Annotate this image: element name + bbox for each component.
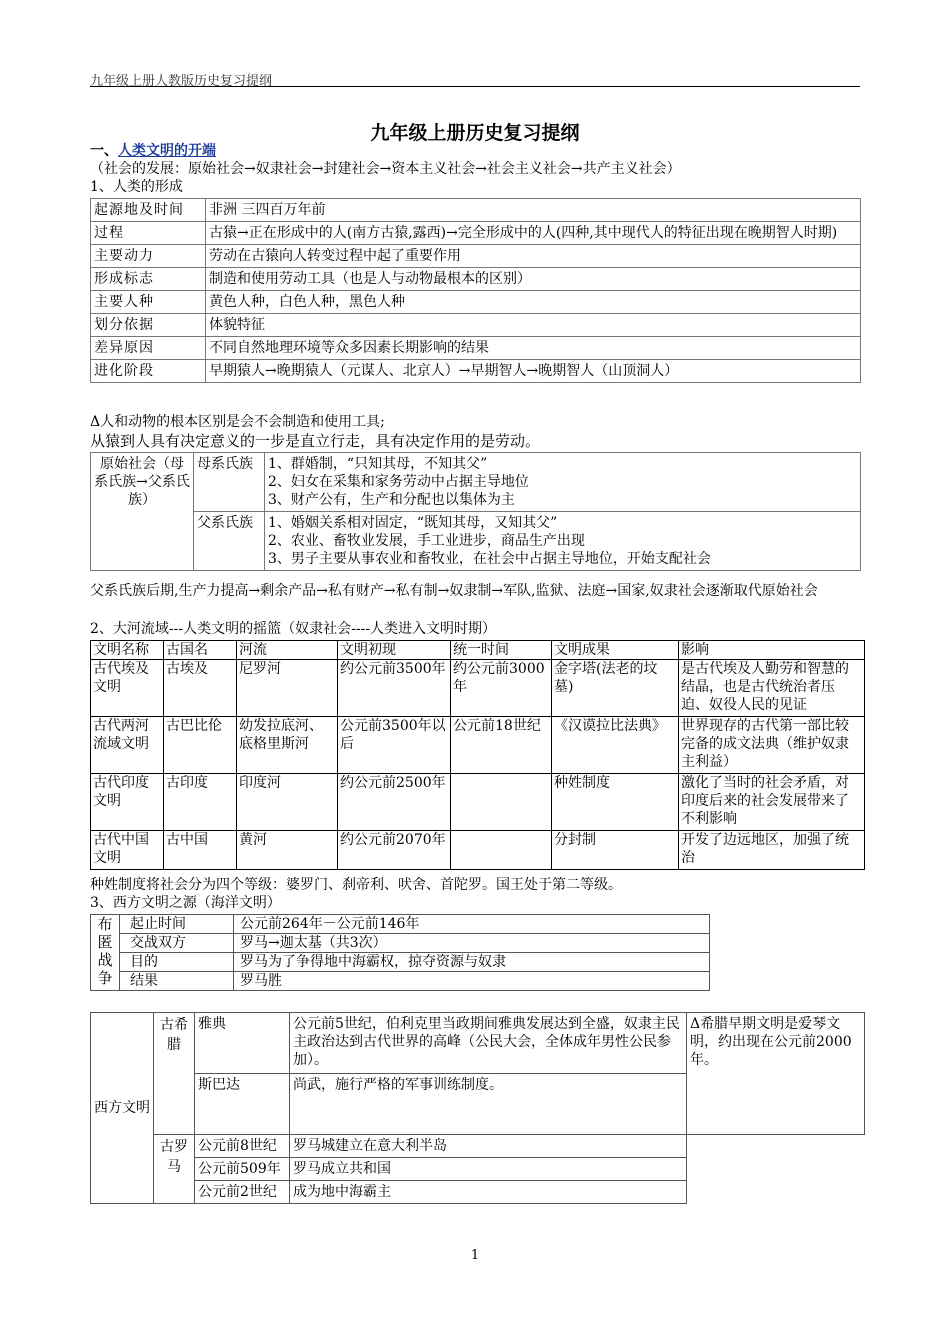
table-cell: 金字塔(法老的坟墓) bbox=[552, 660, 679, 717]
table-row bbox=[91, 953, 710, 972]
row-value: 早期猿人→晚期猿人（元谋人、北京人）→早期智人→晚期智人（山顶洞人） bbox=[206, 360, 861, 383]
row-value: 古猿→正在形成中的人(南方古猿,露西)→完全形成中的人(四种,其中现代人的特征出现在晚期智人时期) bbox=[206, 222, 861, 245]
row-key: 起源地及时间 bbox=[91, 199, 206, 222]
athens-label: 雅典 bbox=[195, 1013, 290, 1074]
list-item: 2、农业、畜牧业发展，手工业进步，商品生产出现 bbox=[268, 533, 585, 549]
row-value: 黄色人种，白色人种，黑色人种 bbox=[206, 291, 861, 314]
table-cell: 是古代埃及人勤劳和智慧的结晶，也是古代统治者压迫、奴役人民的见证 bbox=[679, 660, 865, 717]
table-cell: 约公元前2500年 bbox=[338, 774, 451, 831]
river-civilization-table bbox=[90, 640, 865, 870]
war-label: 布匿战争 bbox=[91, 915, 120, 991]
section-number: 一、 bbox=[90, 143, 118, 159]
table-row bbox=[91, 915, 710, 934]
row-value: 劳动在古猿向人转变过程中起了重要作用 bbox=[206, 245, 861, 268]
sparta-text: 尚武，施行严格的军事训练制度。 bbox=[290, 1074, 687, 1135]
list-item: 3、男子主要从事农业和畜牧业，在社会中占据主导地位，开始支配社会 bbox=[268, 551, 711, 567]
table-header-row bbox=[91, 641, 865, 660]
punic-war-table bbox=[90, 914, 710, 991]
table-cell: 印度河 bbox=[237, 774, 338, 831]
row-key: 起止时间 bbox=[120, 915, 234, 934]
table-row bbox=[91, 268, 861, 291]
table-cell: 约公元前2070年 bbox=[338, 831, 451, 870]
table-cell: 种姓制度 bbox=[552, 774, 679, 831]
section-heading bbox=[90, 142, 216, 160]
table-cell: 《汉谟拉比法典》 bbox=[552, 717, 679, 774]
column-header: 统一时间 bbox=[451, 641, 552, 660]
row-key: 过程 bbox=[91, 222, 206, 245]
note-3: 父系氏族后期,生产力提高→剩余产品→私有财产→私有制→奴隶制→军队,监狱、法庭→国家,奴隶社会逐渐取代原始社会 bbox=[90, 583, 818, 599]
row-key: 主要人种 bbox=[91, 291, 206, 314]
page-header: 九年级上册人教版历史复习提纲 bbox=[90, 74, 273, 89]
sparta-label: 斯巴达 bbox=[195, 1074, 290, 1135]
clan-features bbox=[265, 512, 861, 571]
column-header: 河流 bbox=[237, 641, 338, 660]
row-value: 公元前264年－公元前146年 bbox=[234, 915, 710, 934]
primitive-society-table bbox=[90, 452, 861, 571]
table-cell: 公元前3500年以后 bbox=[338, 717, 451, 774]
row-value: 不同自然地理环境等众多因素长期影响的结果 bbox=[206, 337, 861, 360]
table-row bbox=[91, 222, 861, 245]
table-cell: 约公元前3000年 bbox=[451, 660, 552, 717]
row-value: 非洲 三四百万年前 bbox=[206, 199, 861, 222]
list-item: 1、群婚制，“只知其母，不知其父” bbox=[268, 456, 488, 472]
row-value: 制造和使用劳动工具（也是人与动物最根本的区别） bbox=[206, 268, 861, 291]
table-cell: 古代埃及文明 bbox=[91, 660, 164, 717]
table-row bbox=[91, 934, 710, 953]
row-value: 罗马胜 bbox=[234, 972, 710, 991]
empty-cell bbox=[687, 1135, 865, 1204]
society-label: 原始社会（母系氏族→父系氏族） bbox=[91, 453, 194, 571]
row-key: 目的 bbox=[120, 953, 234, 972]
table-row bbox=[91, 199, 861, 222]
subheading-2: 2、大河流域---人类文明的摇篮（奴隶社会----人类进入文明时期） bbox=[90, 621, 497, 637]
subheading-1: 1、人类的形成 bbox=[90, 179, 183, 195]
row-value: 罗马→迦太基（共3次） bbox=[234, 934, 710, 953]
table-cell: 开发了边远地区，加强了统治 bbox=[679, 831, 865, 870]
note-2: 从猿到人具有决定意义的一步是直立行走，具有决定作用的是劳动。 bbox=[90, 432, 541, 450]
table-cell: 激化了当时的社会矛盾，对印度后来的社会发展带来了不利影响 bbox=[679, 774, 865, 831]
subheading-3: 3、西方文明之源（海洋文明） bbox=[90, 895, 281, 911]
table-cell: 古代两河流域文明 bbox=[91, 717, 164, 774]
row-key: 划分依据 bbox=[91, 314, 206, 337]
table-cell: 黄河 bbox=[237, 831, 338, 870]
column-header: 古国名 bbox=[164, 641, 237, 660]
table-row bbox=[91, 972, 710, 991]
table-cell: 公元前18世纪 bbox=[451, 717, 552, 774]
row-key: 进化阶段 bbox=[91, 360, 206, 383]
intro-line: （社会的发展：原始社会→奴隶社会→封建社会→资本主义社会→社会主义社会→共产主义社会） bbox=[90, 161, 681, 177]
list-item: 1、婚姻关系相对固定，“既知其母，又知其父” bbox=[268, 515, 558, 531]
table-row bbox=[91, 337, 861, 360]
column-header: 文明成果 bbox=[552, 641, 679, 660]
row-key: 形成标志 bbox=[91, 268, 206, 291]
athens-text: 公元前5世纪，伯利克里当政期间雅典发展达到全盛，奴隶主民主政治达到古代世界的高峰（公民大会，全体成年男性公民参加）。 bbox=[290, 1013, 687, 1074]
row-value: 罗马成立共和国 bbox=[290, 1158, 687, 1181]
aegean-note: Δ希腊早期文明是爱琴文明，约出现在公元前2000年。 bbox=[687, 1013, 865, 1135]
table-row bbox=[91, 291, 861, 314]
table-row bbox=[91, 314, 861, 337]
table-row bbox=[91, 1013, 865, 1074]
table-cell: 古印度 bbox=[164, 774, 237, 831]
table-row bbox=[91, 453, 861, 512]
note-1: Δ人和动物的根本区别是会不会制造和使用工具; bbox=[90, 414, 385, 430]
column-header: 影响 bbox=[679, 641, 865, 660]
row-key: 公元前2世纪 bbox=[195, 1181, 290, 1204]
table-row bbox=[91, 774, 865, 831]
western-label: 西方文明 bbox=[91, 1013, 154, 1204]
table-cell: 世界现存的古代第一部比较完备的成文法典（维护奴隶主利益） bbox=[679, 717, 865, 774]
note-4: 种姓制度将社会分为四个等级：婆罗门、刹帝利、吠舍、首陀罗。国王处于第二等级。 bbox=[90, 877, 622, 893]
list-item: 2、妇女在采集和家务劳动中占据主导地位 bbox=[268, 474, 529, 490]
table-cell: 尼罗河 bbox=[237, 660, 338, 717]
table-cell bbox=[451, 831, 552, 870]
row-key: 公元前8世纪 bbox=[195, 1135, 290, 1158]
table-cell: 约公元前3500年 bbox=[338, 660, 451, 717]
clan-features bbox=[265, 453, 861, 512]
header-rule bbox=[90, 86, 860, 87]
western-civilization-table bbox=[90, 1012, 865, 1204]
table-row bbox=[91, 360, 861, 383]
table-cell: 分封制 bbox=[552, 831, 679, 870]
section-link[interactable]: 人类文明的开端 bbox=[118, 143, 216, 159]
row-key: 公元前509年 bbox=[195, 1158, 290, 1181]
row-value: 成为地中海霸主 bbox=[290, 1181, 687, 1204]
row-key: 交战双方 bbox=[120, 934, 234, 953]
table-row bbox=[91, 660, 865, 717]
row-value: 体貌特征 bbox=[206, 314, 861, 337]
table-cell bbox=[451, 774, 552, 831]
table-row bbox=[91, 717, 865, 774]
row-key: 结果 bbox=[120, 972, 234, 991]
human-origin-table bbox=[90, 198, 861, 383]
table-cell: 幼发拉底河、底格里斯河 bbox=[237, 717, 338, 774]
table-row bbox=[91, 245, 861, 268]
page-title: 九年级上册历史复习提纲 bbox=[370, 122, 580, 144]
row-key: 差异原因 bbox=[91, 337, 206, 360]
greece-label: 古希腊 bbox=[154, 1013, 195, 1135]
clan-name: 母系氏族 bbox=[194, 453, 265, 512]
rome-label: 古罗马 bbox=[154, 1135, 195, 1204]
row-key: 主要动力 bbox=[91, 245, 206, 268]
column-header: 文明名称 bbox=[91, 641, 164, 660]
row-value: 罗马为了争得地中海霸权，掠夺资源与奴隶 bbox=[234, 953, 710, 972]
page-number: 1 bbox=[470, 1248, 480, 1263]
table-cell: 古代中国文明 bbox=[91, 831, 164, 870]
table-row bbox=[91, 831, 865, 870]
column-header: 文明初现 bbox=[338, 641, 451, 660]
table-cell: 古巴比伦 bbox=[164, 717, 237, 774]
clan-name: 父系氏族 bbox=[194, 512, 265, 571]
table-cell: 古中国 bbox=[164, 831, 237, 870]
table-row bbox=[91, 1135, 865, 1158]
table-row bbox=[91, 512, 861, 571]
table-cell: 古埃及 bbox=[164, 660, 237, 717]
row-value: 罗马城建立在意大利半岛 bbox=[290, 1135, 687, 1158]
list-item: 3、财产公有，生产和分配也以集体为主 bbox=[268, 492, 515, 508]
table-cell: 古代印度文明 bbox=[91, 774, 164, 831]
